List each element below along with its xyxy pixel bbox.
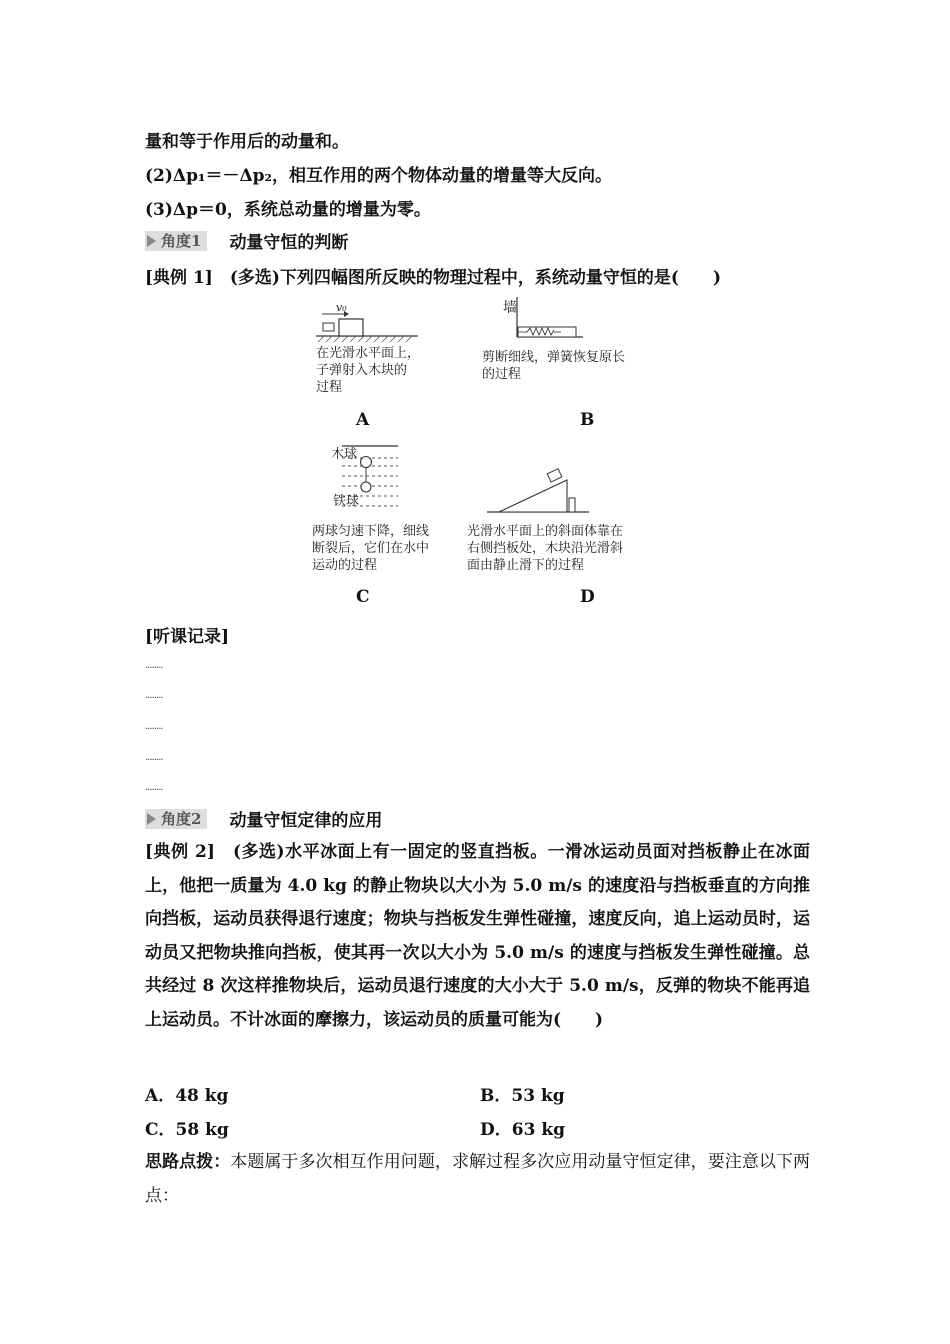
notes-dots-3: ........ — [145, 721, 163, 732]
figure-b-caption: 剪断细线，弹簧恢复原长 的过程 — [482, 350, 626, 382]
figure-b-letter: B — [580, 410, 595, 430]
example-2-question — [145, 836, 810, 1037]
hint-paragraph — [145, 1146, 810, 1213]
figure-c-caption: 两球匀速下降，细线 断裂后，它们在水中 运动的过程 — [312, 524, 430, 573]
figure-a-caption: 在光滑水平面上， 子弹射入木块的 过程 — [316, 346, 421, 395]
figure-c-diagram — [312, 440, 412, 518]
triangle-icon — [147, 235, 156, 247]
hint-label: 思路点拨： — [145, 1152, 231, 1172]
angle-tag-2: 角度2 — [145, 809, 207, 829]
example-1-question — [145, 263, 721, 288]
example-2-text: (多选)水平冰面上有一固定的竖直挡板。一滑冰运动员面对挡板静止在冰面上，他把一质量为 4.0 kg 的静止物块以大小为 5.0 m/s 的速度沿与挡板垂直的方向推向挡板，运动员获得退行速度；物块与挡板发生弹性碰撞，速度反向，追上运动员时，运动员又把物块推向挡板，使其再一次以大小为 5.0 m/s 的速度与挡板发生弹性碰撞。总共经过 8 次这样推物块后，运动员退行速度的大小大于 5.0 m/s，反弹的物块不能再追上运动员。不计冰面的摩擦力，该运动员的质量可能为( ) — [145, 842, 810, 1030]
iron-ball-label: 铁球 — [333, 494, 360, 509]
v0-label: v₀ — [336, 301, 347, 314]
figure-b-diagram — [505, 295, 585, 343]
figure-d-caption: 光滑水平面上的斜面体靠在 右侧挡板处，木块沿光滑斜 面由静止滑下的过程 — [467, 524, 624, 573]
example-2-label: [典例 2] — [145, 842, 215, 862]
intro-line-2: (2)Δp₁＝－Δp₂，相互作用的两个物体动量的增量等大反向。 — [145, 166, 612, 186]
notes-dots-1: ........ — [145, 660, 163, 671]
wall-label: 墙 — [503, 300, 517, 316]
notes-label: [听课记录] — [145, 627, 230, 647]
example-1-text: (多选)下列四幅图所反映的物理过程中，系统动量守恒的是( ) — [229, 268, 722, 288]
option-b: B．53 kg — [480, 1086, 565, 1106]
option-a: A．48 kg — [145, 1086, 229, 1106]
notes-dots-5: ........ — [145, 782, 163, 793]
notes-dots-2: ........ — [145, 690, 163, 701]
example-1-label: [典例 1] — [145, 268, 213, 288]
figure-a-letter: A — [356, 410, 370, 430]
hint-text: 本题属于多次相互作用问题，求解过程多次应用动量守恒定律，要注意以下两点： — [145, 1152, 811, 1206]
section-title-1: 动量守恒的判断 — [229, 233, 349, 253]
figure-d-diagram — [485, 462, 595, 518]
section-heading-2 — [145, 806, 382, 831]
notes-dots-4: ........ — [145, 752, 163, 763]
intro-line-1: 量和等于作用后的动量和。 — [145, 132, 349, 152]
section-title-2: 动量守恒定律的应用 — [229, 811, 383, 831]
option-d: D．63 kg — [480, 1120, 565, 1140]
intro-line-3: (3)Δp＝0，系统总动量的增量为零。 — [145, 200, 431, 220]
section-heading-1 — [145, 228, 348, 253]
angle-tag-1: 角度1 — [145, 231, 207, 251]
figure-a-diagram — [312, 298, 422, 346]
wood-ball-label: 木球 — [331, 447, 358, 462]
figure-d-letter: D — [580, 587, 595, 607]
option-c: C．58 kg — [145, 1120, 229, 1140]
figure-c-letter: C — [356, 587, 370, 607]
triangle-icon — [147, 813, 156, 825]
